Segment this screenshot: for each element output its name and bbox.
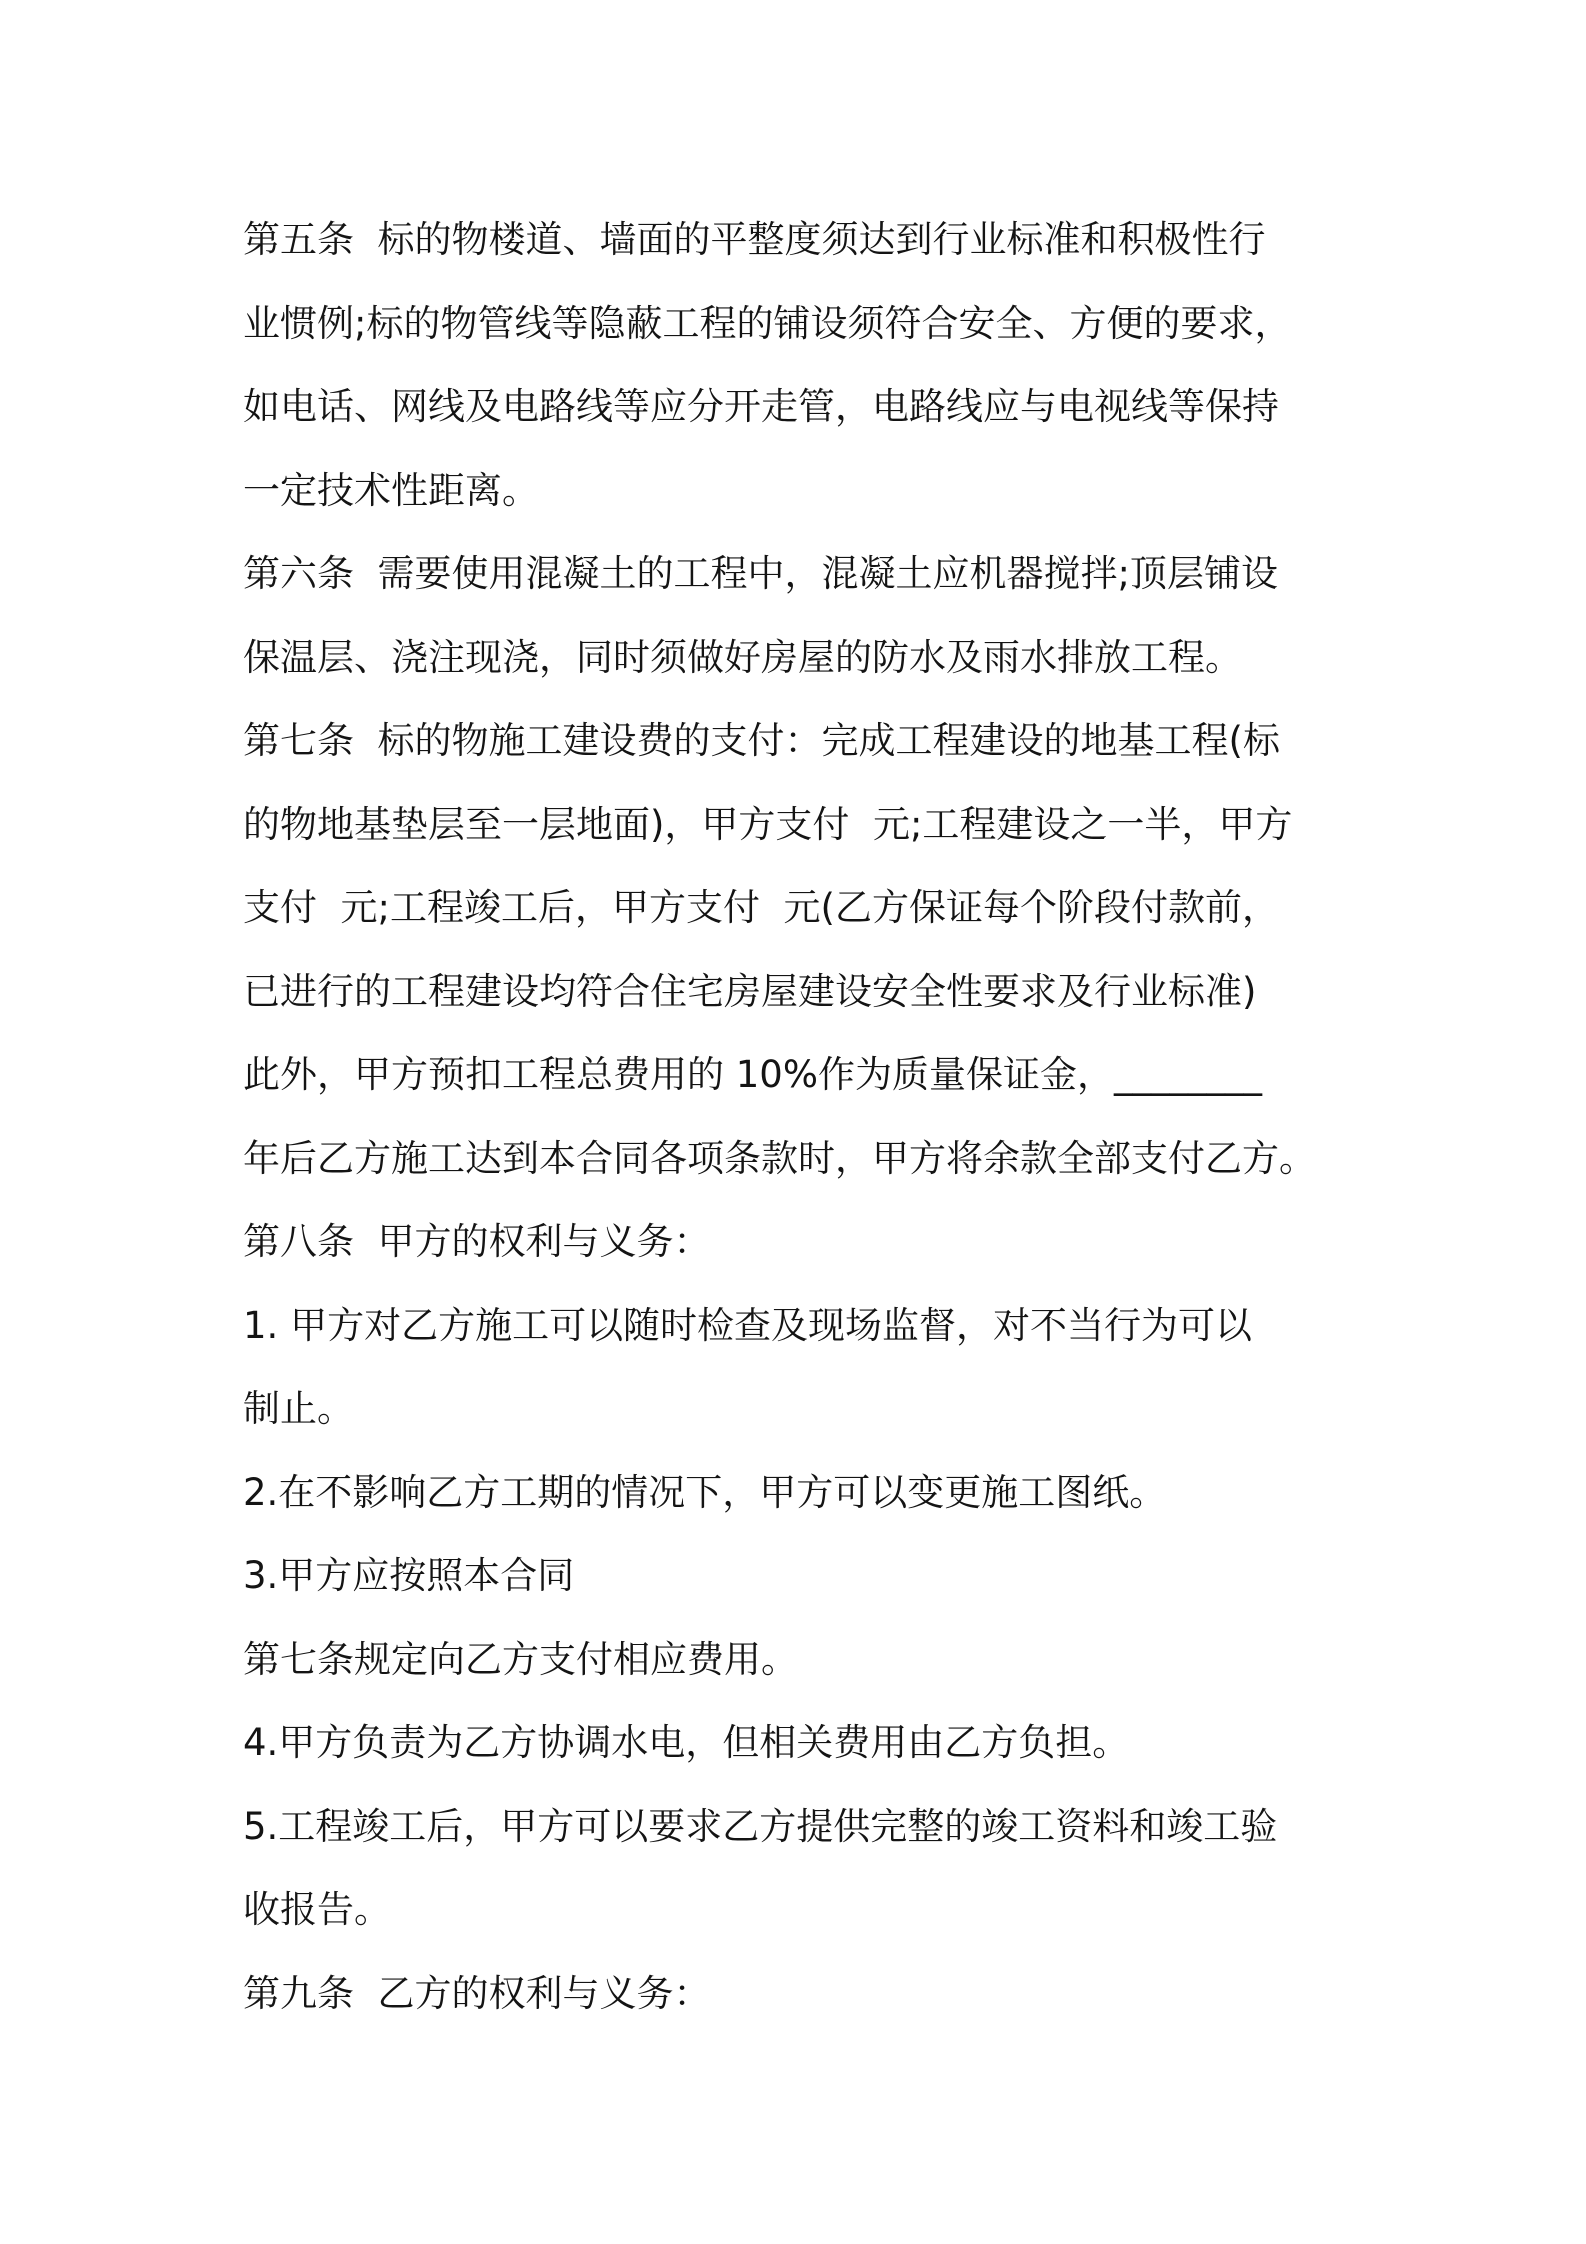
article-8-heading: 第八条 甲方的权利与义务： xyxy=(243,1220,711,1263)
article-5-line-1: 第五条 标的物楼道、墙面的平整度须达到行业标准和积极性行 xyxy=(243,218,1266,261)
article-8-item-3-line-2: 第七条规定向乙方支付相应费用。 xyxy=(243,1637,798,1681)
article-7-line-2: 的物地基垫层至一层地面)，甲方支付 元;工程建设之一半，甲方 xyxy=(243,802,1293,846)
article-8-item-1-line-1: 1. 甲方对乙方施工可以随时检查及现场监督，对不当行为可以 xyxy=(243,1303,1253,1347)
article-8-item-4: 4.甲方负责为乙方协调水电，但相关费用由乙方负担。 xyxy=(243,1721,1130,1764)
article-5-line-2: 业惯例;标的物管线等隐蔽工程的铺设须符合安全、方便的要求， xyxy=(243,301,1292,345)
article-9-heading: 第九条 乙方的权利与义务： xyxy=(243,1971,711,2015)
article-7-line-1: 第七条 标的物施工建设费的支付：完成工程建设的地基工程(标 xyxy=(243,719,1280,762)
article-7-line-5: 此外，甲方预扣工程总费用的 10%作为质量保证金，________ xyxy=(243,1053,1262,1096)
article-6-line-2: 保温层、浇注现浇，同时须做好房屋的防水及雨水排放工程。 xyxy=(243,635,1242,679)
article-5-line-3: 如电话、网线及电路线等应分开走管，电路线应与电视线等保持 xyxy=(243,385,1279,428)
article-7-line-6: 年后乙方施工达到本合同各项条款时，甲方将余款全部支付乙方。 xyxy=(243,1136,1316,1180)
article-8-item-2: 2.在不影响乙方工期的情况下，甲方可以变更施工图纸。 xyxy=(243,1470,1167,1514)
article-8-item-5-line-1: 5.工程竣工后，甲方可以要求乙方提供完整的竣工资料和竣工验 xyxy=(243,1804,1278,1848)
article-6-line-1: 第六条 需要使用混凝土的工程中，混凝土应机器搅拌;顶层铺设 xyxy=(243,552,1278,595)
article-8-item-3-line-1: 3.甲方应按照本合同 xyxy=(243,1554,575,1597)
article-8-item-1-line-2: 制止。 xyxy=(243,1387,354,1430)
article-7-line-3: 支付 元;工程竣工后，甲方支付 元(乙方保证每个阶段付款前， xyxy=(243,886,1279,929)
article-5-line-4: 一定技术性距离。 xyxy=(243,468,539,512)
article-7-line-4: 已进行的工程建设均符合住宅房屋建设安全性要求及行业标准) xyxy=(243,969,1257,1013)
document-body xyxy=(243,198,1383,2035)
article-8-item-5-line-2: 收报告。 xyxy=(243,1888,391,1931)
